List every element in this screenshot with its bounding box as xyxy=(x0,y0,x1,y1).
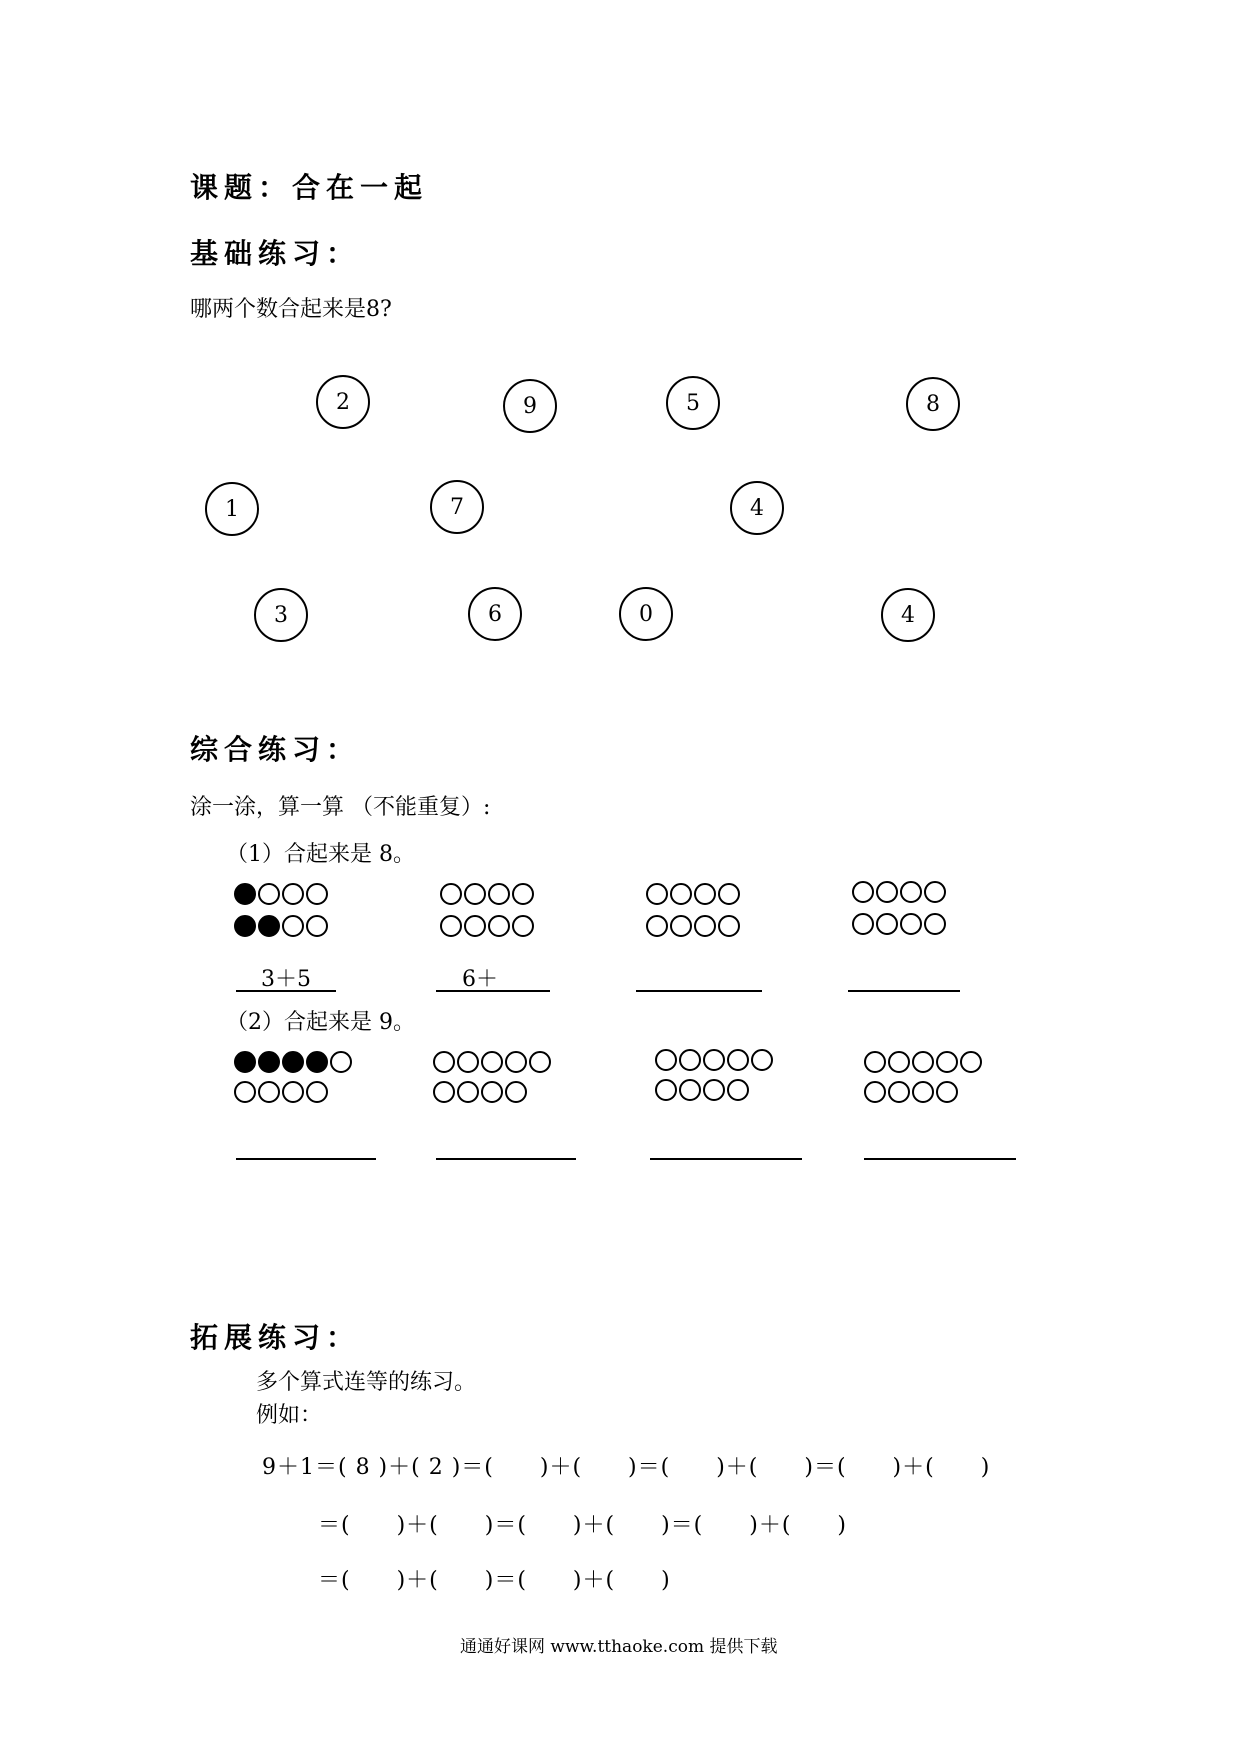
empty-circle[interactable] xyxy=(505,1081,527,1103)
empty-circle[interactable] xyxy=(852,881,874,903)
dot-group-row xyxy=(852,913,946,935)
empty-circle[interactable] xyxy=(679,1049,701,1071)
empty-circle[interactable] xyxy=(876,881,898,903)
empty-circle[interactable] xyxy=(433,1081,455,1103)
empty-circle[interactable] xyxy=(457,1081,479,1103)
dot-group-row xyxy=(234,915,328,937)
filled-circle[interactable] xyxy=(234,915,256,937)
number-circle[interactable]: 0 xyxy=(619,587,673,641)
equation-line-3: ＝( )＋( )＝( )＋( ) xyxy=(318,1568,671,1593)
empty-circle[interactable] xyxy=(900,913,922,935)
part2-label: （2）合起来是 9。 xyxy=(226,1010,415,1035)
equation-line-1: 9＋1＝( 8 )＋( 2 )＝( )＋( )＝( )＋( )＝( )＋( ) xyxy=(262,1455,991,1480)
empty-circle[interactable] xyxy=(864,1081,886,1103)
empty-circle[interactable] xyxy=(258,1081,280,1103)
empty-circle[interactable] xyxy=(670,915,692,937)
empty-circle[interactable] xyxy=(646,883,668,905)
empty-circle[interactable] xyxy=(694,915,716,937)
empty-circle[interactable] xyxy=(464,915,486,937)
answer-line[interactable] xyxy=(636,990,762,992)
empty-circle[interactable] xyxy=(924,881,946,903)
filled-circle[interactable] xyxy=(258,1051,280,1073)
empty-circle[interactable] xyxy=(306,915,328,937)
filled-circle[interactable] xyxy=(306,1051,328,1073)
page-title: 课题：合在一起 xyxy=(190,171,429,204)
empty-circle[interactable] xyxy=(694,883,716,905)
number-circle[interactable]: 3 xyxy=(254,588,308,642)
dot-group-row xyxy=(655,1049,773,1071)
extension-heading: 拓展练习： xyxy=(190,1321,361,1354)
empty-circle[interactable] xyxy=(670,883,692,905)
dot-group-row xyxy=(852,881,946,903)
answer-line[interactable] xyxy=(436,1158,576,1160)
empty-circle[interactable] xyxy=(481,1081,503,1103)
empty-circle[interactable] xyxy=(505,1051,527,1073)
empty-circle[interactable] xyxy=(646,915,668,937)
dot-group-row xyxy=(646,883,740,905)
filled-circle[interactable] xyxy=(282,1051,304,1073)
number-circle[interactable]: 5 xyxy=(666,376,720,430)
empty-circle[interactable] xyxy=(912,1081,934,1103)
empty-circle[interactable] xyxy=(888,1081,910,1103)
empty-circle[interactable] xyxy=(457,1051,479,1073)
empty-circle[interactable] xyxy=(234,1081,256,1103)
empty-circle[interactable] xyxy=(282,883,304,905)
empty-circle[interactable] xyxy=(481,1051,503,1073)
part1-label: （1）合起来是 8。 xyxy=(226,842,415,867)
empty-circle[interactable] xyxy=(936,1081,958,1103)
answer-text: 6＋ xyxy=(462,967,498,992)
answer-line[interactable] xyxy=(236,990,336,992)
number-circle[interactable]: 7 xyxy=(430,480,484,534)
empty-circle[interactable] xyxy=(727,1079,749,1101)
empty-circle[interactable] xyxy=(960,1051,982,1073)
empty-circle[interactable] xyxy=(464,883,486,905)
empty-circle[interactable] xyxy=(924,913,946,935)
comprehensive-heading: 综合练习： xyxy=(190,733,361,766)
dot-group-row xyxy=(864,1051,982,1073)
extension-intro: 多个算式连等的练习。 xyxy=(256,1370,477,1395)
footer-credit: 通通好课网 www.tthaoke.com 提供下载 xyxy=(460,1637,778,1657)
comprehensive-instruction: 涂一涂，算一算 （不能重复）: xyxy=(190,795,491,820)
empty-circle[interactable] xyxy=(718,883,740,905)
number-circle[interactable]: 1 xyxy=(205,482,259,536)
empty-circle[interactable] xyxy=(655,1079,677,1101)
empty-circle[interactable] xyxy=(306,1081,328,1103)
empty-circle[interactable] xyxy=(433,1051,455,1073)
extension-example-label: 例如： xyxy=(256,1403,323,1428)
answer-line[interactable] xyxy=(848,990,960,992)
dot-group-row xyxy=(433,1081,527,1103)
dot-group-row xyxy=(440,883,534,905)
empty-circle[interactable] xyxy=(718,915,740,937)
empty-circle[interactable] xyxy=(655,1049,677,1071)
filled-circle[interactable] xyxy=(234,1051,256,1073)
answer-line[interactable] xyxy=(650,1158,802,1160)
answer-text: 3＋5 xyxy=(261,967,311,992)
empty-circle[interactable] xyxy=(330,1051,352,1073)
empty-circle[interactable] xyxy=(876,913,898,935)
number-circle[interactable]: 4 xyxy=(881,588,935,642)
basic-heading: 基础练习： xyxy=(190,237,361,270)
empty-circle[interactable] xyxy=(852,913,874,935)
dot-group-row xyxy=(864,1081,958,1103)
empty-circle[interactable] xyxy=(512,915,534,937)
empty-circle[interactable] xyxy=(864,1051,886,1073)
dot-group-row xyxy=(655,1079,749,1101)
empty-circle[interactable] xyxy=(258,883,280,905)
empty-circle[interactable] xyxy=(512,883,534,905)
empty-circle[interactable] xyxy=(936,1051,958,1073)
answer-line[interactable] xyxy=(864,1158,1016,1160)
empty-circle[interactable] xyxy=(679,1079,701,1101)
empty-circle[interactable] xyxy=(900,881,922,903)
empty-circle[interactable] xyxy=(282,1081,304,1103)
answer-line[interactable] xyxy=(436,990,550,992)
answer-line[interactable] xyxy=(236,1158,376,1160)
dot-group-row xyxy=(234,1081,328,1103)
equation-line-2: ＝( )＋( )＝( )＋( )＝( )＋( ) xyxy=(318,1513,847,1538)
empty-circle[interactable] xyxy=(306,883,328,905)
dot-group-row xyxy=(433,1051,551,1073)
empty-circle[interactable] xyxy=(529,1051,551,1073)
number-circle[interactable]: 6 xyxy=(468,587,522,641)
number-circle[interactable]: 8 xyxy=(906,377,960,431)
filled-circle[interactable] xyxy=(258,915,280,937)
empty-circle[interactable] xyxy=(888,1051,910,1073)
basic-question: 哪两个数合起来是8? xyxy=(190,297,392,322)
empty-circle[interactable] xyxy=(703,1079,725,1101)
dot-group-row xyxy=(440,915,534,937)
number-circle[interactable]: 9 xyxy=(503,379,557,433)
empty-circle[interactable] xyxy=(440,915,462,937)
filled-circle[interactable] xyxy=(234,883,256,905)
empty-circle[interactable] xyxy=(727,1049,749,1071)
empty-circle[interactable] xyxy=(703,1049,725,1071)
empty-circle[interactable] xyxy=(440,883,462,905)
dot-group-row xyxy=(234,1051,352,1073)
number-circle[interactable]: 4 xyxy=(730,481,784,535)
empty-circle[interactable] xyxy=(912,1051,934,1073)
number-circle[interactable]: 2 xyxy=(316,375,370,429)
dot-group-row xyxy=(234,883,328,905)
empty-circle[interactable] xyxy=(488,883,510,905)
dot-group-row xyxy=(646,915,740,937)
empty-circle[interactable] xyxy=(282,915,304,937)
empty-circle[interactable] xyxy=(488,915,510,937)
empty-circle[interactable] xyxy=(751,1049,773,1071)
